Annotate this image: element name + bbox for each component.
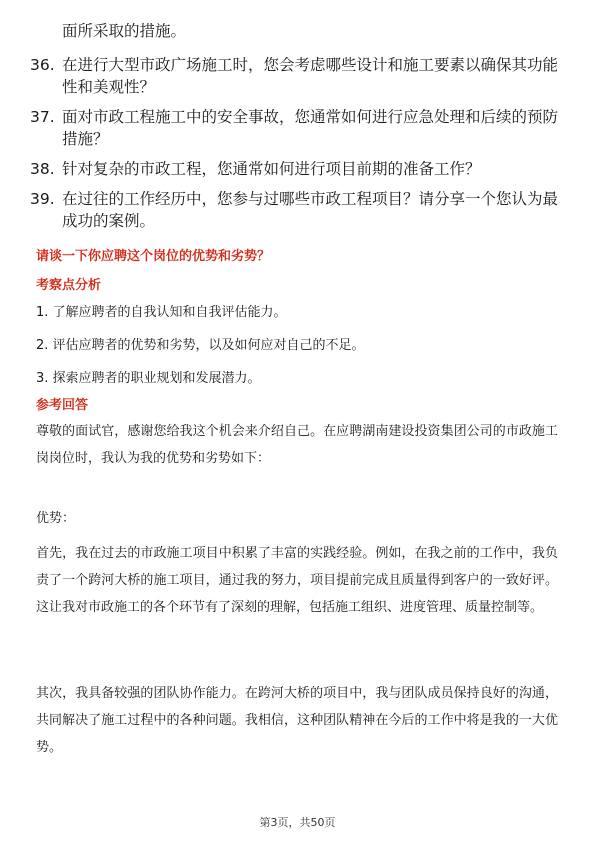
question-text: 面对市政工程施工中的安全事故，您通常如何进行应急处理和后续的预防措施？ (62, 108, 559, 148)
question-item (30, 158, 560, 180)
question-number: 39. (30, 190, 55, 208)
question-number: 36. (30, 56, 55, 74)
continuation-text: 面所采取的措施。 (62, 22, 187, 40)
question-item (30, 54, 560, 98)
strength-paragraph-2: 其次，我具备较强的团队协作能力。在跨河大桥的项目中，我与团队成员保持良好的沟通，共同解决了施工过程中的各种问题。我相信，这种团队精神在今后的工作中将是我的一大优势。 (36, 686, 558, 755)
question-heading: 请谈一下你应聘这个岗位的优势和劣势？ (36, 249, 271, 264)
question-item (30, 188, 560, 232)
strength-label: 优势： (36, 511, 76, 526)
page-footer: 第3页，共50页 (259, 816, 336, 829)
analysis-point: 3. 探索应聘者的职业规划和发展潜力。 (36, 371, 261, 386)
question-number: 37. (30, 108, 55, 126)
question-text: 在过往的工作经历中，您参与过哪些市政工程项目？请分享一个您认为最成功的案例。 (62, 190, 559, 230)
answer-intro: 尊敬的面试官，感谢您给我这个机会来介绍自己。在应聘湖南建设投资集团公司的市政施工岗岗位时，我认为我的优势和劣势如下： (36, 424, 558, 466)
question-text: 在进行大型市政广场施工时，您会考虑哪些设计和施工要素以确保其功能性和美观性？ (62, 56, 559, 96)
strength-paragraph: 首先，我在过去的市政施工项目中积累了丰富的实践经验。例如，在我之前的工作中，我负责了一个跨河大桥的施工项目，通过我的努力，项目提前完成且质量得到客户的一致好评。这让我对市政施工的各个环节有了深刻的理解，包括施工组织、进度管理、质量控制等。 (36, 546, 558, 615)
analysis-heading: 考察点分析 (36, 278, 102, 293)
question-list (30, 54, 560, 240)
analysis-list (36, 303, 556, 402)
analysis-point: 1. 了解应聘者的自我认知和自我评估能力。 (36, 305, 287, 320)
analysis-point: 2. 评估应聘者的优势和劣势，以及如何应对自己的不足。 (36, 338, 365, 353)
question-text: 针对复杂的市政工程，您通常如何进行项目前期的准备工作？ (62, 160, 481, 178)
answer-heading: 参考回答 (36, 398, 89, 413)
question-number: 38. (30, 160, 55, 178)
question-item (30, 106, 560, 150)
